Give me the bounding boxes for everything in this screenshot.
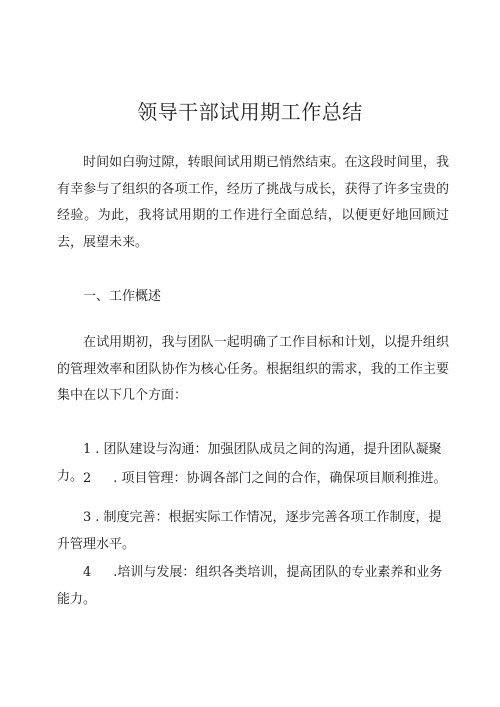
list-item <box>57 466 449 493</box>
list-item-number: 1 <box>83 442 92 457</box>
list-item <box>57 505 449 558</box>
list-item-text: .培训与发展：组织各类培训，提高团队的专业素养和业务能力。 <box>57 565 443 607</box>
intro-paragraph: 时间如白驹过隙，转眼间试用期已悄然结束。在这段时间里，我有幸参与了组织的各项工作，经历了挑战与成长，获得了许多宝贵的经验。为此，我将试用期的工作进行全面总结，以便更好地回顾过去，展望未来。 <box>57 155 449 250</box>
list-item-number: 2 <box>83 471 92 486</box>
list-item <box>57 560 449 613</box>
section-heading: 一、工作概述 <box>83 289 162 304</box>
document-title: 领导干部试用期工作总结 <box>137 100 363 124</box>
list-item-text: . 制度完善：根据实际工作情况，逐步完善各项工作制度，提升管理水平。 <box>57 510 442 552</box>
list-item-number: 4 <box>83 565 92 580</box>
section-body-paragraph: 在试用期初，我与团队一起明确了工作目标和计划，以提升组织的管理效率和团队协作为核心任务。根据组织的需求，我的工作主要集中在以下几个方面： <box>57 335 449 403</box>
list-item-number: 3 <box>83 510 92 525</box>
list-item-text: . 团队建设与沟通：加强团队成员之间的沟通，提升团队凝聚力。 <box>57 442 442 484</box>
list-item-text: . 项目管理：协调各部门之间的合作，确保项目顺利推进。 <box>113 471 447 486</box>
